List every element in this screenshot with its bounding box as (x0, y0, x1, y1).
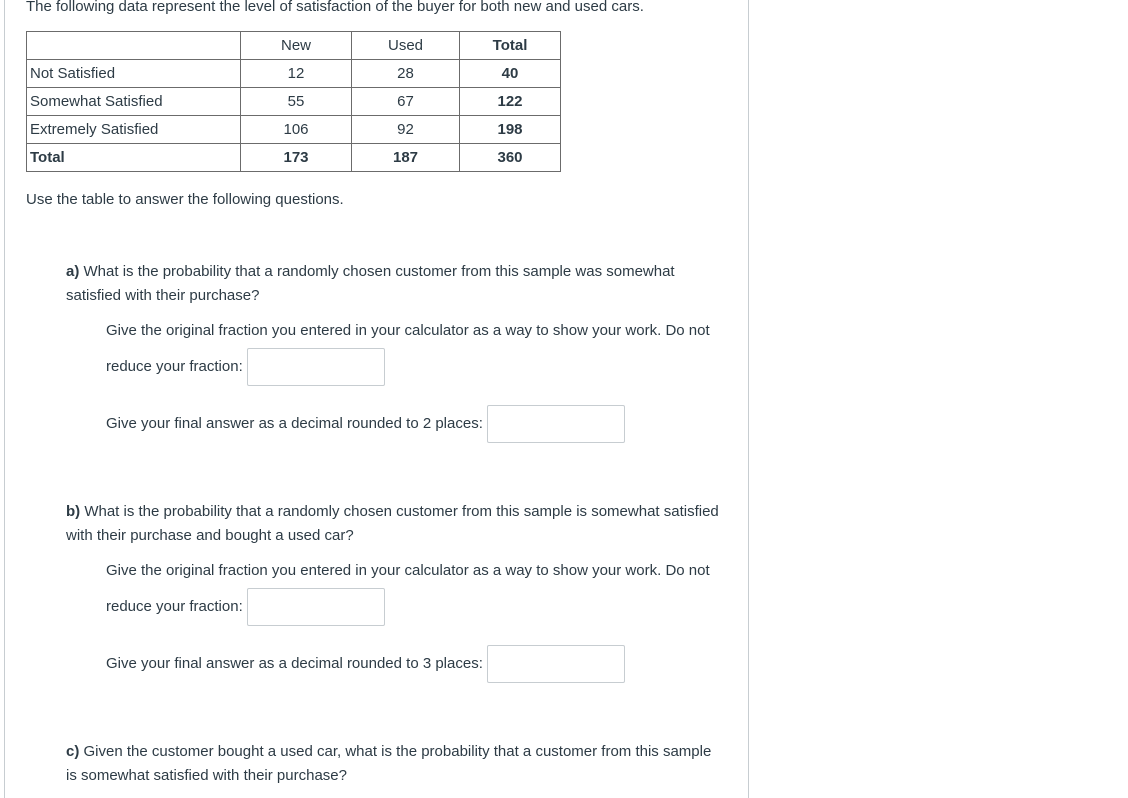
fraction-input-a[interactable] (247, 348, 385, 386)
cell-used: 187 (352, 144, 460, 172)
table-row (27, 60, 561, 88)
table-header-cell (27, 32, 241, 60)
prompt-text: Give your final answer as a decimal rounded to 3 places: (106, 654, 483, 672)
prompt-text: Give the original fraction you entered in your calculator as a way to show your work. Do not reduce your fraction: (106, 562, 710, 615)
decimal-prompt-a (106, 405, 736, 443)
cell-new: 12 (241, 60, 352, 88)
cell-used: 67 (352, 88, 460, 116)
cell-total: 122 (460, 88, 561, 116)
cell-used: 92 (352, 116, 460, 144)
question-a (66, 260, 726, 308)
fraction-input-b[interactable] (247, 588, 385, 626)
instructions-text: Use the table to answer the following questions. (26, 191, 344, 208)
question-b (66, 500, 726, 548)
prompt-text: Give the original fraction you entered in your calculator as a way to show your work. Do not reduce your fraction: (106, 322, 710, 375)
decimal-input-b[interactable] (487, 645, 625, 683)
cell-new: 55 (241, 88, 352, 116)
table-header-cell: Used (352, 32, 460, 60)
question-marker: b) (66, 503, 81, 520)
table-row (27, 88, 561, 116)
table-row-total (27, 144, 561, 172)
row-label: Somewhat Satisfied (27, 88, 241, 116)
question-text: What is the probability that a randomly chosen customer from this sample is somewhat satisfied with their purchase and bought a used car? (66, 503, 719, 544)
row-label: Total (27, 144, 241, 172)
fraction-prompt-a (106, 314, 736, 386)
cell-new: 106 (241, 116, 352, 144)
cell-used: 28 (352, 60, 460, 88)
row-label: Extremely Satisfied (27, 116, 241, 144)
table-header-cell: Total (460, 32, 561, 60)
question-marker: a) (66, 263, 80, 280)
satisfaction-table (26, 31, 561, 172)
table-header-cell: New (241, 32, 352, 60)
question-text: What is the probability that a randomly chosen customer from this sample was somewhat satisfied with their purchase? (66, 263, 675, 304)
cell-total: 360 (460, 144, 561, 172)
cell-total: 40 (460, 60, 561, 88)
table-row (27, 116, 561, 144)
prompt-text: Give your final answer as a decimal rounded to 2 places: (106, 414, 483, 432)
question-text: Given the customer bought a used car, what is the probability that a customer from this sample is somewhat satisfied with their purchase? (66, 743, 712, 784)
cell-total: 198 (460, 116, 561, 144)
question-c (66, 740, 726, 788)
question-marker: c) (66, 743, 80, 760)
intro-text: The following data represent the level of satisfaction of the buyer for both new and used cars. (26, 0, 644, 15)
cell-new: 173 (241, 144, 352, 172)
decimal-prompt-b (106, 645, 736, 683)
decimal-input-a[interactable] (487, 405, 625, 443)
fraction-prompt-b (106, 554, 736, 626)
table-header-row (27, 32, 561, 60)
question-panel (4, 0, 749, 798)
row-label: Not Satisfied (27, 60, 241, 88)
